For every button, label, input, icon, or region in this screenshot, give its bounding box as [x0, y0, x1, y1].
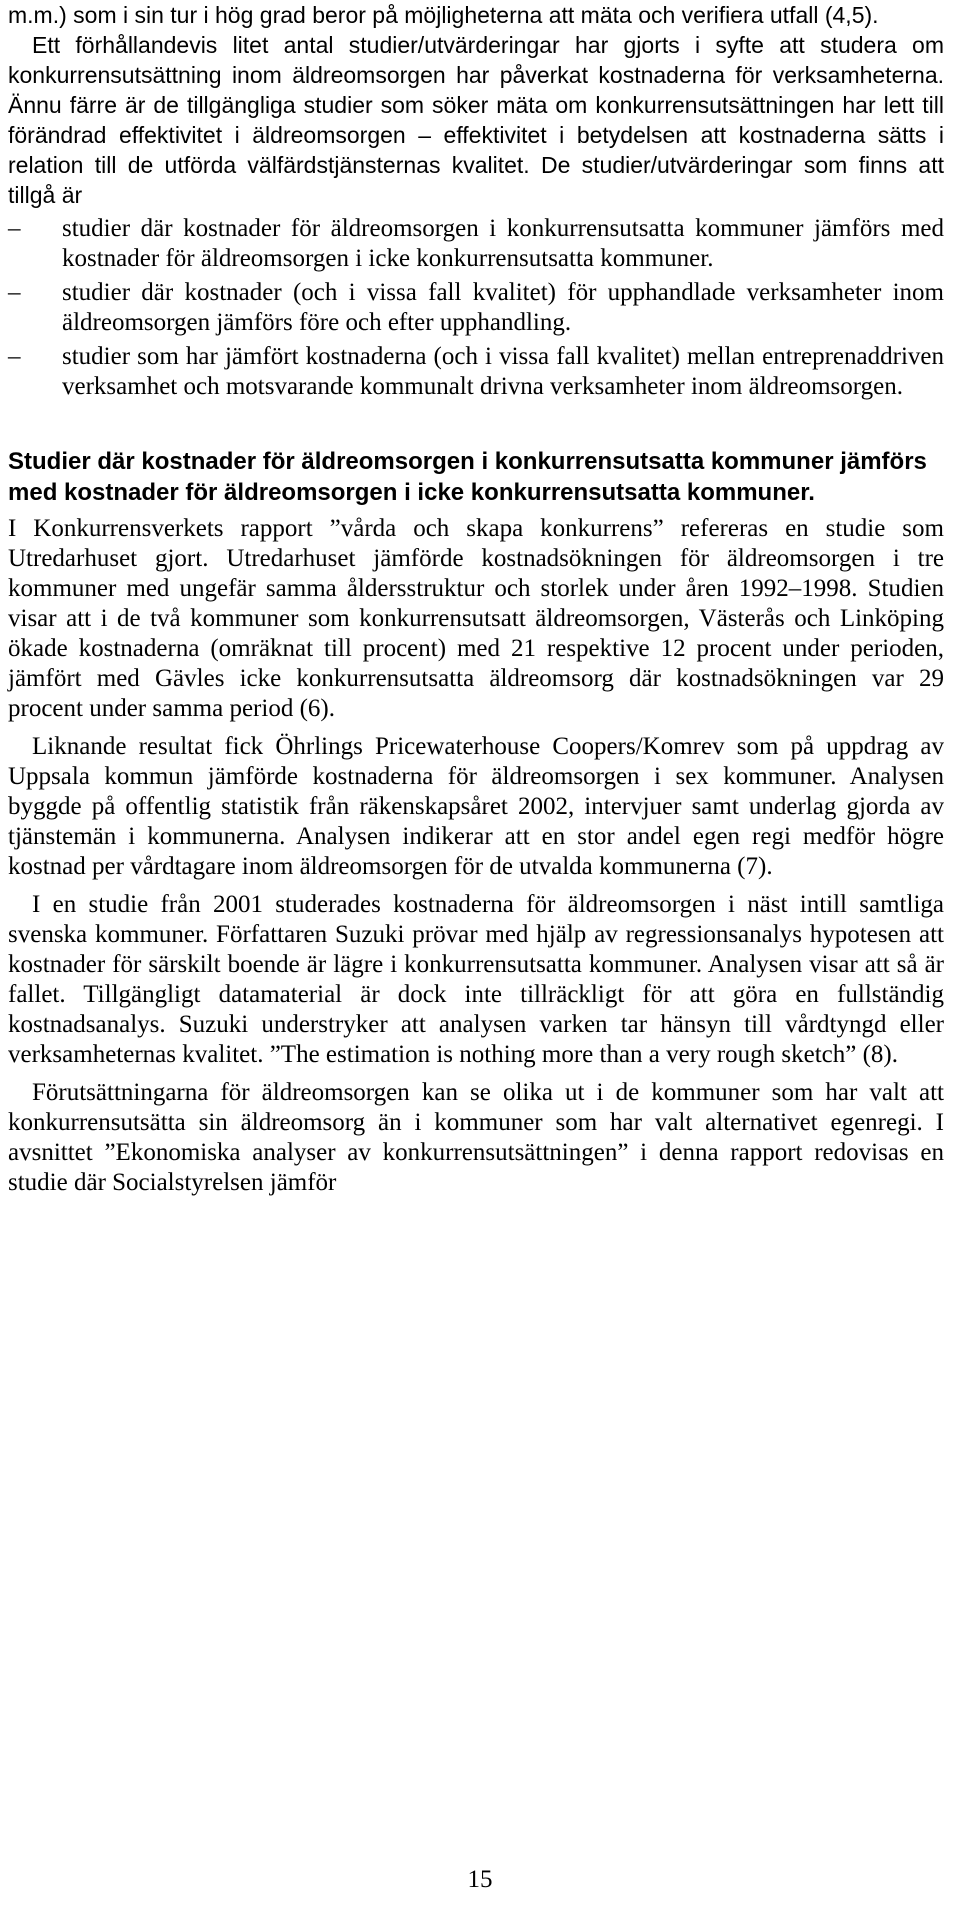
- dash-marker: –: [8, 279, 21, 306]
- list-item-text: studier där kostnader (och i vissa fall kvalitet) för upphandlade verksamheter inom äldreomsorgen jämförs före och efter upphandling.: [62, 279, 944, 336]
- list-item: [8, 342, 944, 402]
- body-paragraph: Förutsättningarna för äldreomsorgen kan se olika ut i de kommuner som har valt att konkurrensutsätta sin äldreomsorg än i kommuner som har valt alternativet egenregi. I avsnittet ”Ekonomiska analyser av konkurrensutsättningen” i denna rapport redovisas en studie där Socialstyrelsen jämför: [8, 1079, 944, 1196]
- section-heading: Studier där kostnader för äldreomsorgen i konkurrensutsatta kommuner jämförs med kostnader för äldreomsorgen i icke konkurrensutsatta kommuner.: [8, 448, 927, 506]
- body-paragraph: I en studie från 2001 studerades kostnaderna för äldreomsorgen i näst intill samtliga svenska kommuner. Författaren Suzuki prövar med hjälp av regressionsanalys hypotesen att kostnader för särskilt boende är lägre i konkurrensutsatta kommuner. Analysen visar att så är fallet. Tillgängligt datamaterial är dock inte tillräckligt för att göra en fullständig kostnadsanalys. Suzuki understryker att analysen varken tar hänsyn till vårdtyngd eller verksamheternas kvalitet. ”The estimation is nothing more than a very rough sketch” (8).: [8, 891, 944, 1068]
- dash-marker: –: [8, 215, 21, 242]
- body-paragraph: I Konkurrensverkets rapport ”vårda och skapa konkurrens” refereras en studie som Utredarhuset gjort. Utredarhuset jämförde kostnadsökningen för äldreomsorgen i tre kommuner med ungefär samma åldersstruktur och storlek under åren 1992–1998. Studien visar att i de två kommuner som konkurrensutsatt äldreomsorgen, Västerås och Linköping ökade kostnaderna (omräknat till procent) med 21 respektive 12 procent under perioden, jämfört med Gävles icke konkurrensutsatta äldreomsorg där kostnadsökningen var 29 procent under samma period (6).: [8, 515, 944, 722]
- study-type-list: [8, 214, 944, 402]
- dash-marker: –: [8, 343, 21, 370]
- body-paragraph: Liknande resultat fick Öhrlings Pricewaterhouse Coopers/Komrev som på uppdrag av Uppsala kommun jämförde kostnaderna för äldreomsorgen i sex kommuner. Analysen byggde på offentlig statistik från räkenskapsåret 2002, intervjuer samt underlag gjorda av tjänstemän i kommunerna. Analysen indikerar att en stor andel egen regi medför högre kostnad per vårdtagare inom äldreomsorgen för de utvalda kommunerna (7).: [8, 733, 944, 880]
- page-number: 15: [467, 1866, 493, 1893]
- list-item: [8, 214, 944, 274]
- document-page: [8, 0, 944, 1198]
- list-item-text: studier som har jämfört kostnaderna (och i vissa fall kvalitet) mellan entreprenaddriven verksamhet och motsvarande kommunalt drivna verksamheter inom äldreomsorgen.: [62, 343, 944, 400]
- list-item: [8, 278, 944, 338]
- carryover-paragraph: m.m.) som i sin tur i hög grad beror på möjligheterna att mäta och verifiera utfall (4,5).: [8, 2, 879, 28]
- intro-paragraph: Ett förhållandevis litet antal studier/utvärderingar har gjorts i syfte att studera om konkurrensutsättning inom äldreomsorgen har påverkat kostnaderna för verksamheterna. Ännu färre är de tillgängliga studier som söker mäta om konkurrensutsättningen har lett till förändrad effektivitet i äldreomsorgen – effektivitet i betydelsen att kostnaderna sätts i relation till de utförda välfärdstjänsternas kvalitet. De studier/utvärderingar som finns att tillgå är: [8, 32, 944, 208]
- list-item-text: studier där kostnader för äldreomsorgen i konkurrensutsatta kommuner jämförs med kostnader för äldreomsorgen i icke konkurrensutsatta kommuner.: [62, 215, 944, 272]
